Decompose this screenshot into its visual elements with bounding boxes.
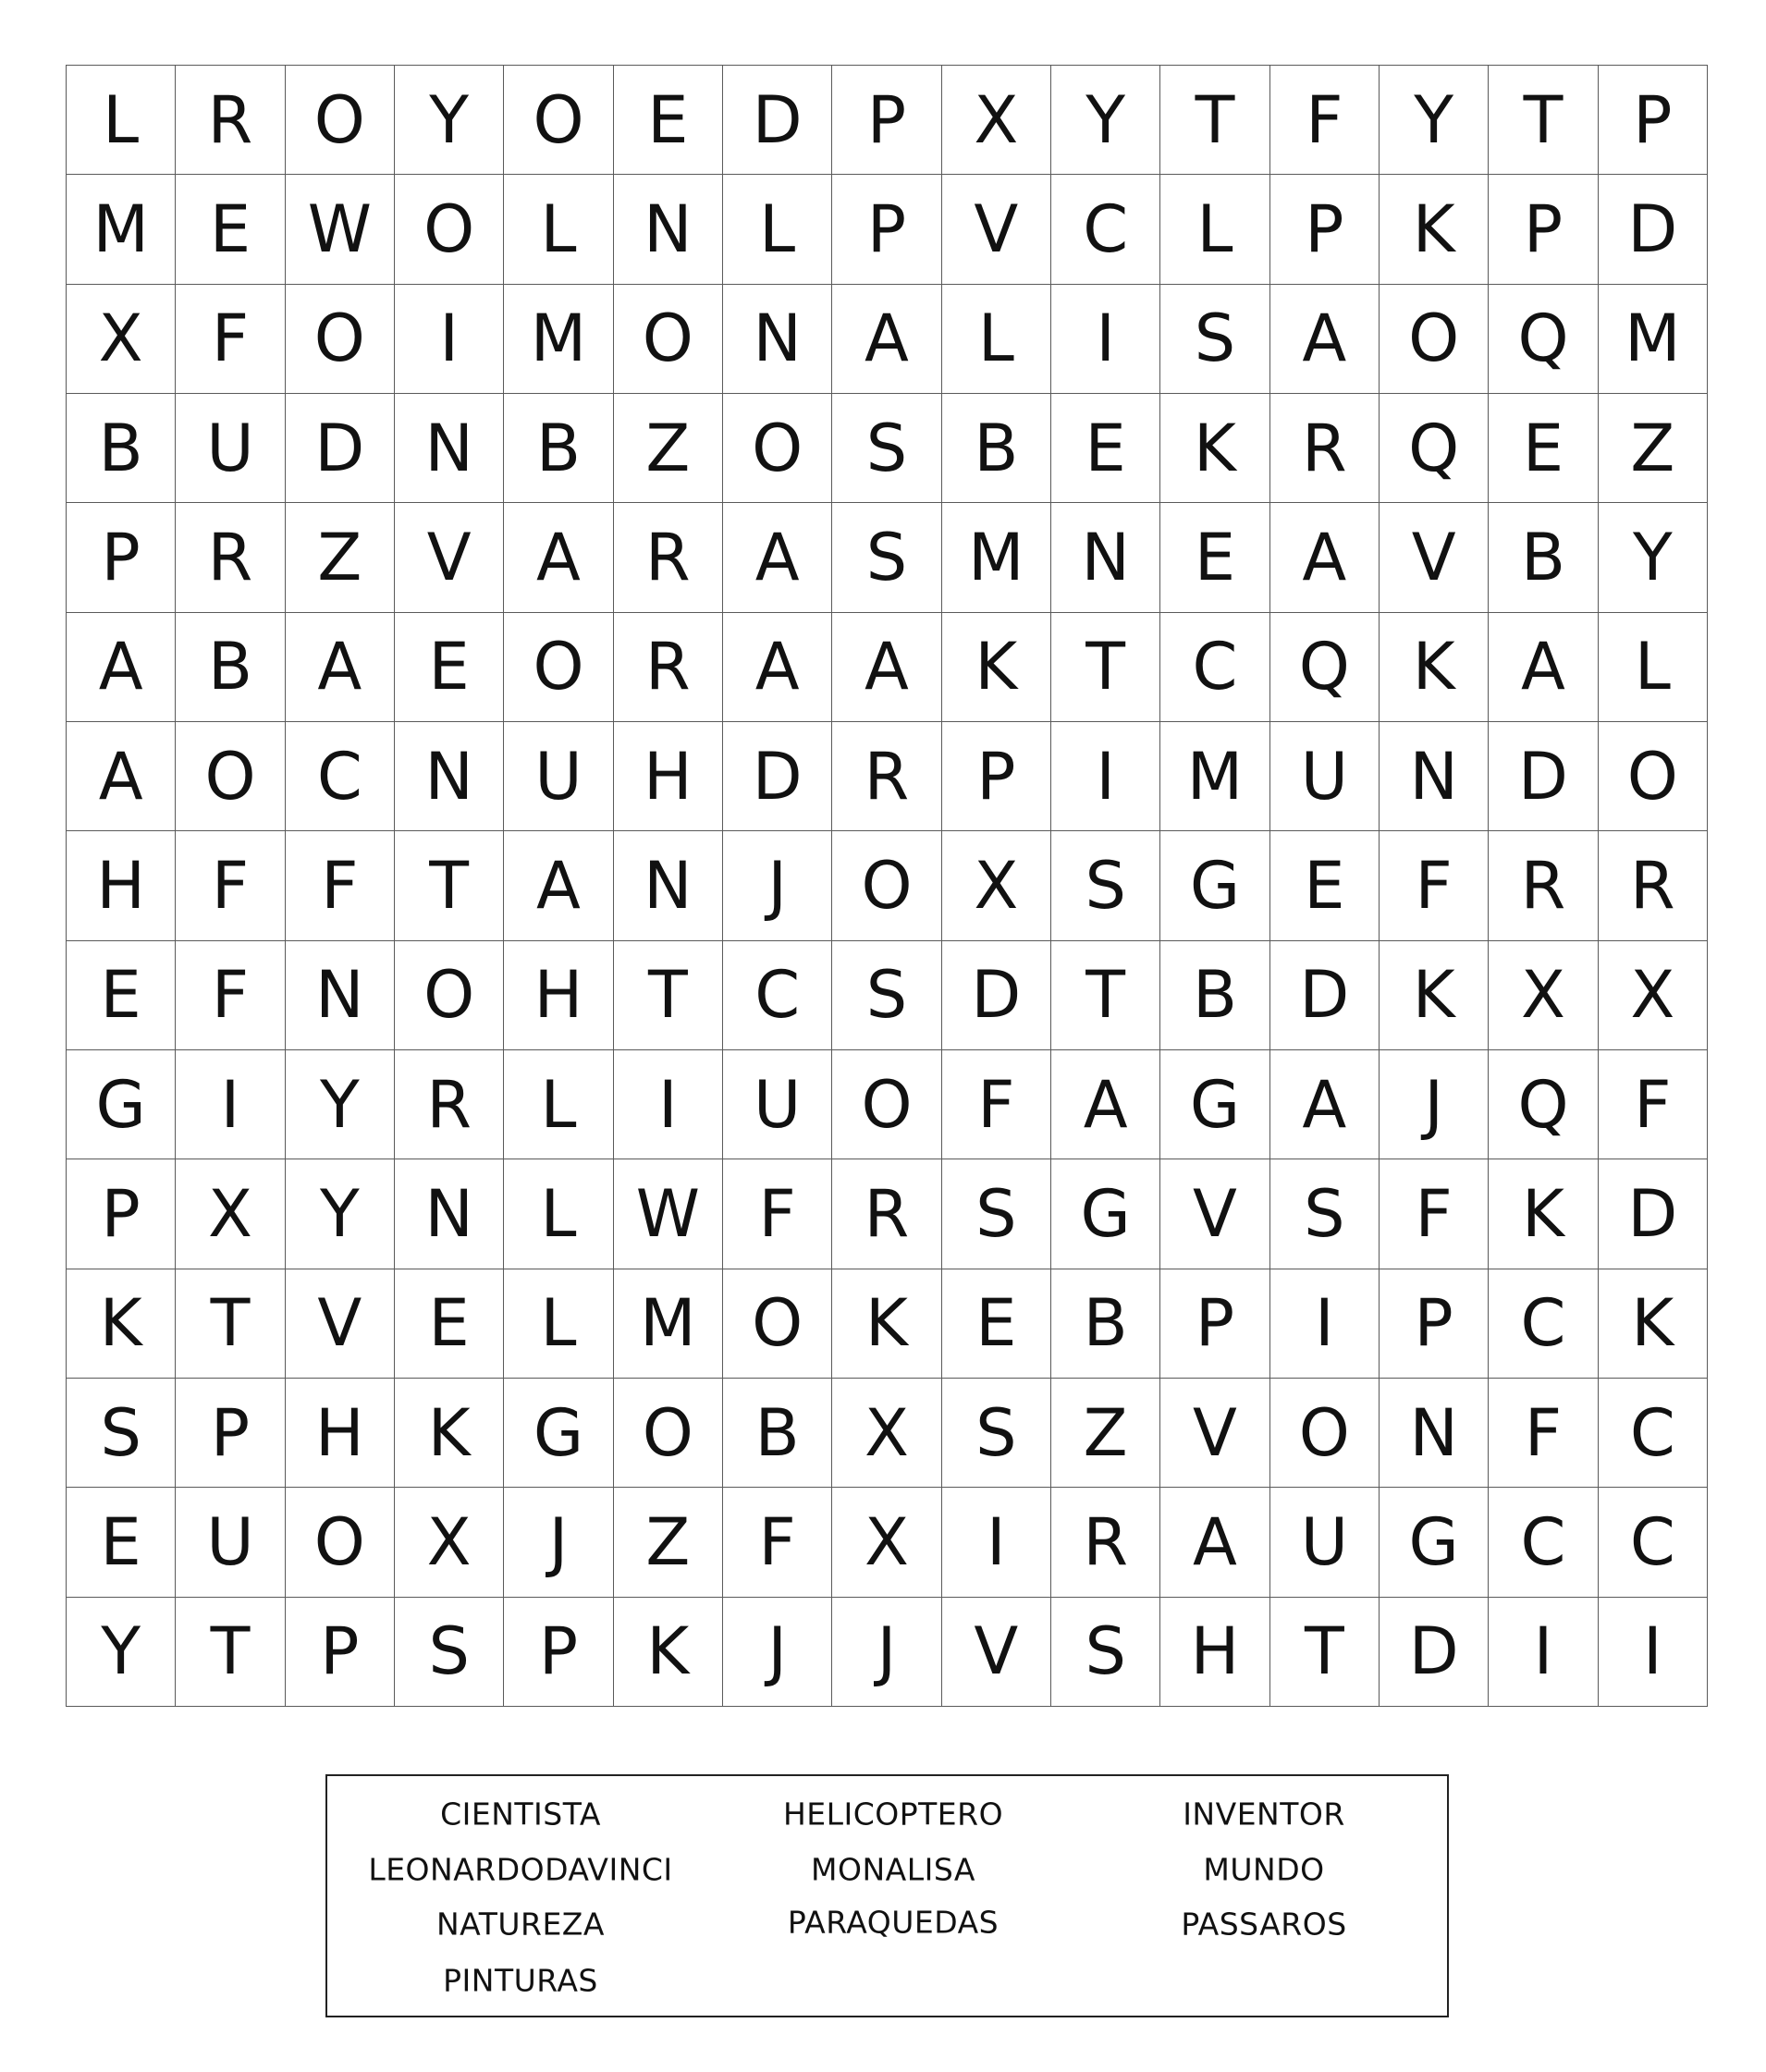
grid-cell[interactable]: L [504, 1050, 613, 1159]
grid-cell[interactable]: E [67, 1488, 176, 1597]
grid-cell[interactable]: E [395, 613, 504, 722]
grid-cell[interactable]: C [1489, 1488, 1598, 1597]
grid-cell[interactable]: O [614, 1379, 723, 1488]
grid-cell[interactable]: R [614, 613, 723, 722]
grid-cell[interactable]: O [395, 941, 504, 1050]
grid-cell[interactable]: S [832, 941, 941, 1050]
grid-cell[interactable]: V [942, 175, 1051, 284]
grid-cell[interactable]: C [1599, 1379, 1708, 1488]
grid-cell[interactable]: I [614, 1050, 723, 1159]
grid-cell[interactable]: C [723, 941, 832, 1050]
grid-cell[interactable]: I [1051, 285, 1160, 394]
grid-cell[interactable]: V [1380, 503, 1489, 612]
grid-cell[interactable]: O [286, 285, 395, 394]
grid-cell[interactable]: W [614, 1159, 723, 1269]
grid-cell[interactable]: A [723, 503, 832, 612]
grid-cell[interactable]: P [286, 1598, 395, 1707]
grid-cell[interactable]: E [942, 1269, 1051, 1379]
word-list-box [325, 1774, 1449, 2017]
grid-cell[interactable]: P [832, 66, 941, 175]
grid-cell[interactable]: F [1380, 1159, 1489, 1269]
grid-cell[interactable]: Z [286, 503, 395, 612]
grid-cell[interactable]: J [723, 1598, 832, 1707]
grid-cell[interactable]: T [395, 831, 504, 940]
grid-cell[interactable]: R [176, 66, 285, 175]
grid-cell[interactable]: B [176, 613, 285, 722]
grid-cell[interactable]: N [1380, 1379, 1489, 1488]
grid-cell[interactable]: S [942, 1159, 1051, 1269]
grid-cell[interactable]: P [942, 722, 1051, 831]
grid-cell[interactable]: G [504, 1379, 613, 1488]
grid-cell[interactable]: K [614, 1598, 723, 1707]
grid-cell[interactable]: O [286, 1488, 395, 1597]
grid-cell[interactable]: L [723, 175, 832, 284]
grid-cell[interactable]: M [942, 503, 1051, 612]
grid-cell[interactable]: E [176, 175, 285, 284]
grid-cell[interactable]: Y [67, 1598, 176, 1707]
grid-cell[interactable]: O [723, 394, 832, 503]
grid-cell[interactable]: Z [1051, 1379, 1160, 1488]
grid-cell[interactable]: E [1051, 394, 1160, 503]
grid-cell[interactable]: T [176, 1598, 285, 1707]
grid-cell[interactable]: I [1489, 1598, 1598, 1707]
word-search-grid [66, 65, 1708, 1707]
grid-cell[interactable]: Y [286, 1159, 395, 1269]
grid-cell[interactable]: V [1160, 1159, 1269, 1269]
grid-cell[interactable]: P [1160, 1269, 1269, 1379]
grid-cell[interactable]: Q [1270, 613, 1380, 722]
grid-cell[interactable]: O [832, 1050, 941, 1159]
grid-cell[interactable]: M [614, 1269, 723, 1379]
grid-cell[interactable]: S [1051, 1598, 1160, 1707]
grid-cell[interactable]: Q [1489, 1050, 1598, 1159]
grid-cell[interactable]: B [1489, 503, 1598, 612]
word-list-item: LEONARDODAVINCI [368, 1851, 673, 1888]
grid-cell[interactable]: D [723, 66, 832, 175]
grid-cell[interactable]: L [942, 285, 1051, 394]
grid-cell[interactable]: M [504, 285, 613, 394]
grid-cell[interactable]: G [1380, 1488, 1489, 1597]
grid-cell[interactable]: R [395, 1050, 504, 1159]
grid-cell[interactable]: A [1270, 1050, 1380, 1159]
grid-cell[interactable]: I [1599, 1598, 1708, 1707]
grid-cell[interactable]: C [1160, 613, 1269, 722]
grid-cell[interactable]: C [286, 722, 395, 831]
grid-cell[interactable]: E [614, 66, 723, 175]
grid-cell[interactable]: M [1160, 722, 1269, 831]
grid-cell[interactable]: O [286, 66, 395, 175]
grid-cell[interactable]: R [832, 722, 941, 831]
grid-cell[interactable]: K [1380, 941, 1489, 1050]
grid-cell[interactable]: H [67, 831, 176, 940]
grid-cell[interactable]: N [1380, 722, 1489, 831]
grid-cell[interactable]: N [395, 394, 504, 503]
grid-cell[interactable]: H [614, 722, 723, 831]
grid-cell[interactable]: S [395, 1598, 504, 1707]
grid-cell[interactable]: B [1160, 941, 1269, 1050]
grid-cell[interactable]: Y [1051, 66, 1160, 175]
grid-cell[interactable]: P [832, 175, 941, 284]
grid-cell[interactable]: T [1051, 941, 1160, 1050]
grid-cell[interactable]: P [1489, 175, 1598, 284]
grid-cell[interactable]: Q [1489, 285, 1598, 394]
grid-cell[interactable]: V [286, 1269, 395, 1379]
grid-cell[interactable]: F [1599, 1050, 1708, 1159]
grid-cell[interactable]: F [942, 1050, 1051, 1159]
grid-cell[interactable]: U [1270, 722, 1380, 831]
grid-cell[interactable]: C [1051, 175, 1160, 284]
grid-cell[interactable]: O [395, 175, 504, 284]
grid-cell[interactable]: O [1270, 1379, 1380, 1488]
grid-cell[interactable]: N [395, 722, 504, 831]
grid-cell[interactable]: N [614, 831, 723, 940]
grid-cell[interactable]: K [1489, 1159, 1598, 1269]
grid-cell[interactable]: B [1051, 1269, 1160, 1379]
grid-cell[interactable]: S [1160, 285, 1269, 394]
grid-cell[interactable]: W [286, 175, 395, 284]
grid-cell[interactable]: A [504, 831, 613, 940]
grid-cell[interactable]: T [1051, 613, 1160, 722]
word-list-item: HELICOPTERO [782, 1796, 1004, 1833]
grid-cell[interactable]: U [504, 722, 613, 831]
grid-cell[interactable]: F [723, 1159, 832, 1269]
grid-cell[interactable]: A [1051, 1050, 1160, 1159]
grid-cell[interactable]: D [1380, 1598, 1489, 1707]
grid-cell[interactable]: L [504, 1159, 613, 1269]
grid-cell[interactable]: O [504, 613, 613, 722]
grid-cell[interactable]: U [176, 1488, 285, 1597]
grid-cell[interactable]: D [723, 722, 832, 831]
word-list-item: CIENTISTA [440, 1796, 601, 1833]
grid-cell[interactable]: J [723, 831, 832, 940]
grid-cell[interactable]: C [1599, 1488, 1708, 1597]
grid-cell[interactable]: V [395, 503, 504, 612]
grid-cell[interactable]: P [67, 1159, 176, 1269]
grid-cell[interactable]: E [1270, 831, 1380, 940]
grid-cell[interactable]: X [67, 285, 176, 394]
grid-cell[interactable]: P [1599, 66, 1708, 175]
grid-cell[interactable]: B [723, 1379, 832, 1488]
grid-cell[interactable]: F [1489, 1379, 1598, 1488]
grid-cell[interactable]: R [176, 503, 285, 612]
grid-cell[interactable]: M [1599, 285, 1708, 394]
grid-cell[interactable]: Y [395, 66, 504, 175]
grid-cell[interactable]: O [1599, 722, 1708, 831]
grid-cell[interactable]: X [1599, 941, 1708, 1050]
grid-cell[interactable]: S [1270, 1159, 1380, 1269]
grid-cell[interactable]: Z [1599, 394, 1708, 503]
grid-cell[interactable]: M [67, 175, 176, 284]
grid-cell[interactable]: X [942, 831, 1051, 940]
grid-cell[interactable]: F [1270, 66, 1380, 175]
grid-cell[interactable]: A [286, 613, 395, 722]
grid-cell[interactable]: X [1489, 941, 1598, 1050]
grid-cell[interactable]: L [504, 1269, 613, 1379]
grid-cell[interactable]: A [832, 285, 941, 394]
grid-cell[interactable]: S [832, 503, 941, 612]
grid-cell[interactable]: Z [614, 1488, 723, 1597]
grid-cell[interactable]: T [1489, 66, 1598, 175]
grid-cell[interactable]: O [832, 831, 941, 940]
grid-cell[interactable]: J [832, 1598, 941, 1707]
grid-cell[interactable]: X [395, 1488, 504, 1597]
grid-cell[interactable]: U [1270, 1488, 1380, 1597]
grid-cell[interactable]: X [176, 1159, 285, 1269]
grid-cell[interactable]: D [1489, 722, 1598, 831]
grid-cell[interactable]: N [723, 285, 832, 394]
grid-cell[interactable]: O [504, 66, 613, 175]
grid-cell[interactable]: P [1270, 175, 1380, 284]
grid-cell[interactable]: I [176, 1050, 285, 1159]
grid-cell[interactable]: H [1160, 1598, 1269, 1707]
grid-cell[interactable]: D [1599, 1159, 1708, 1269]
grid-cell[interactable]: K [832, 1269, 941, 1379]
grid-cell[interactable]: F [176, 831, 285, 940]
grid-cell[interactable]: A [1160, 1488, 1269, 1597]
grid-cell[interactable]: E [67, 941, 176, 1050]
grid-cell[interactable]: F [723, 1488, 832, 1597]
grid-cell[interactable]: R [1599, 831, 1708, 940]
grid-cell[interactable]: E [1160, 503, 1269, 612]
grid-cell[interactable]: K [395, 1379, 504, 1488]
grid-cell[interactable]: U [176, 394, 285, 503]
grid-cell[interactable]: C [1489, 1269, 1598, 1379]
grid-cell[interactable]: J [1380, 1050, 1489, 1159]
grid-cell[interactable]: A [832, 613, 941, 722]
grid-cell[interactable]: H [504, 941, 613, 1050]
grid-cell[interactable]: X [832, 1379, 941, 1488]
grid-cell[interactable]: I [395, 285, 504, 394]
grid-cell[interactable]: D [1270, 941, 1380, 1050]
grid-cell[interactable]: F [176, 941, 285, 1050]
grid-cell[interactable]: Y [286, 1050, 395, 1159]
grid-cell[interactable]: K [67, 1269, 176, 1379]
grid-cell[interactable]: T [1160, 66, 1269, 175]
grid-cell[interactable]: Z [614, 394, 723, 503]
grid-cell[interactable]: Y [1599, 503, 1708, 612]
grid-cell[interactable]: G [1160, 831, 1269, 940]
grid-cell[interactable]: J [504, 1488, 613, 1597]
grid-cell[interactable]: K [1380, 613, 1489, 722]
grid-cell[interactable]: F [176, 285, 285, 394]
grid-cell[interactable]: T [1270, 1598, 1380, 1707]
word-list-item: NATUREZA [436, 1906, 605, 1943]
word-list-item: PASSAROS [1181, 1906, 1347, 1943]
grid-cell[interactable]: K [942, 613, 1051, 722]
grid-cell[interactable]: O [723, 1269, 832, 1379]
grid-cell[interactable]: T [176, 1269, 285, 1379]
grid-cell[interactable]: B [67, 394, 176, 503]
word-list-item: MUNDO [1203, 1851, 1325, 1888]
grid-cell[interactable]: O [614, 285, 723, 394]
grid-cell[interactable]: D [942, 941, 1051, 1050]
grid-cell[interactable]: V [1160, 1379, 1269, 1488]
grid-cell[interactable]: X [832, 1488, 941, 1597]
grid-cell[interactable]: F [286, 831, 395, 940]
grid-cell[interactable]: S [942, 1379, 1051, 1488]
word-list-item: PINTURAS [443, 1962, 598, 1999]
grid-cell[interactable]: R [1051, 1488, 1160, 1597]
grid-cell[interactable]: A [504, 503, 613, 612]
grid-cell[interactable]: H [286, 1379, 395, 1488]
grid-cell[interactable]: S [67, 1379, 176, 1488]
grid-cell[interactable]: G [1160, 1050, 1269, 1159]
grid-cell[interactable]: G [1051, 1159, 1160, 1269]
grid-cell[interactable]: A [67, 613, 176, 722]
grid-cell[interactable]: A [723, 613, 832, 722]
grid-cell[interactable]: F [1380, 831, 1489, 940]
grid-cell[interactable]: Q [1380, 394, 1489, 503]
grid-cell[interactable]: D [1599, 175, 1708, 284]
grid-cell[interactable]: R [1270, 394, 1380, 503]
grid-cell[interactable]: R [1489, 831, 1598, 940]
grid-cell[interactable]: L [67, 66, 176, 175]
grid-cell[interactable]: E [395, 1269, 504, 1379]
grid-cell[interactable]: S [1051, 831, 1160, 940]
grid-cell[interactable]: P [67, 503, 176, 612]
grid-cell[interactable]: N [395, 1159, 504, 1269]
grid-cell[interactable]: V [942, 1598, 1051, 1707]
grid-cell[interactable]: N [286, 941, 395, 1050]
grid-cell[interactable]: A [1270, 503, 1380, 612]
grid-cell[interactable]: P [1380, 1269, 1489, 1379]
grid-cell[interactable]: B [504, 394, 613, 503]
grid-cell[interactable]: K [1380, 175, 1489, 284]
grid-cell[interactable]: L [504, 175, 613, 284]
grid-cell[interactable]: A [1270, 285, 1380, 394]
word-list-item: PARAQUEDAS [787, 1904, 1000, 1941]
word-list-item: INVENTOR [1183, 1796, 1345, 1833]
grid-cell[interactable]: N [614, 175, 723, 284]
grid-cell[interactable]: S [832, 394, 941, 503]
grid-cell[interactable]: P [504, 1598, 613, 1707]
grid-cell[interactable]: U [723, 1050, 832, 1159]
grid-cell[interactable]: K [1160, 394, 1269, 503]
grid-cell[interactable]: D [286, 394, 395, 503]
grid-cell[interactable]: A [67, 722, 176, 831]
grid-cell[interactable]: R [832, 1159, 941, 1269]
grid-cell[interactable]: O [1380, 285, 1489, 394]
grid-cell[interactable]: K [1599, 1269, 1708, 1379]
grid-cell[interactable]: T [614, 941, 723, 1050]
grid-cell[interactable]: N [1051, 503, 1160, 612]
grid-cell[interactable]: L [1160, 175, 1269, 284]
grid-cell[interactable]: I [942, 1488, 1051, 1597]
grid-cell[interactable]: B [942, 394, 1051, 503]
grid-cell[interactable]: I [1270, 1269, 1380, 1379]
grid-cell[interactable]: I [1051, 722, 1160, 831]
grid-cell[interactable]: P [176, 1379, 285, 1488]
grid-cell[interactable]: X [942, 66, 1051, 175]
grid-cell[interactable]: A [1489, 613, 1598, 722]
grid-cell[interactable]: R [614, 503, 723, 612]
grid-cell[interactable]: G [67, 1050, 176, 1159]
grid-cell[interactable]: L [1599, 613, 1708, 722]
grid-cell[interactable]: Y [1380, 66, 1489, 175]
grid-cell[interactable]: E [1489, 394, 1598, 503]
grid-cell[interactable]: O [176, 722, 285, 831]
word-list-item: MONALISA [811, 1851, 975, 1888]
